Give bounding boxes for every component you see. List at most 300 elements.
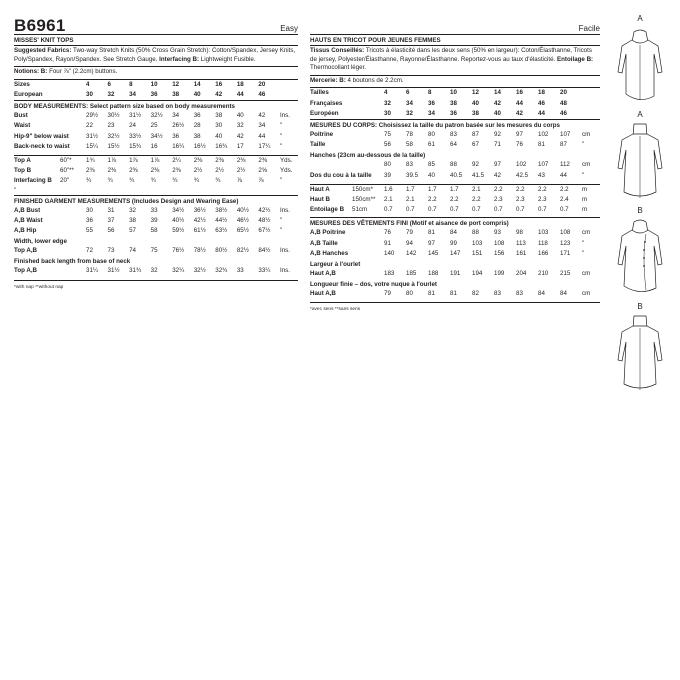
cell-value: 57 xyxy=(129,227,136,235)
row-label: Interfacing B xyxy=(14,177,52,185)
cell-value: 145 xyxy=(428,249,439,257)
table-row xyxy=(14,206,298,216)
cell-value: 55 xyxy=(86,227,93,235)
finished-measurements-title: FINISHED GARMENT MEASUREMENTS (Includes Design and Wearing Ease) xyxy=(14,197,239,205)
cell-value: 48½ xyxy=(258,216,271,224)
table-row xyxy=(310,171,600,181)
cell-value: 0.7 xyxy=(538,206,547,214)
cell-value: 42.5 xyxy=(516,171,529,179)
cell-value: 2⅜ xyxy=(258,157,267,164)
cell-value: 42 xyxy=(494,171,501,179)
cell-value: ¾ xyxy=(129,177,135,185)
cell-value: 14 xyxy=(193,80,201,88)
row-label: A,B Hip xyxy=(14,227,37,235)
row-label: Haut A,B xyxy=(310,270,336,278)
unit-label: Ins. xyxy=(280,206,290,214)
interfacing-text: Thermocollant léger. xyxy=(310,64,367,72)
cell-value: 56 xyxy=(384,141,391,149)
unit-label: Yds. xyxy=(280,167,293,175)
cell-value: 44 xyxy=(258,132,266,140)
unit-label: " xyxy=(280,122,283,130)
cell-value: 40 xyxy=(236,112,244,120)
table-row xyxy=(14,226,298,236)
cell-value: 61 xyxy=(428,141,435,149)
cell-value: 79 xyxy=(384,290,391,298)
cell-value: 81 xyxy=(428,290,435,298)
cell-value: 32 xyxy=(150,267,158,275)
cell-value: 107 xyxy=(538,161,549,169)
cell-value: 79 xyxy=(406,229,413,237)
cell-value: 46 xyxy=(560,109,567,117)
cell-value: 31 xyxy=(107,206,115,214)
cell-value: 103 xyxy=(538,229,549,237)
cell-value: 38 xyxy=(472,109,479,117)
cell-value: ¾ xyxy=(215,177,221,185)
cell-value: 32 xyxy=(384,99,391,107)
cell-value: 64 xyxy=(450,141,457,149)
table-row xyxy=(310,160,600,170)
cell-value: 25 xyxy=(150,122,158,130)
cell-value: 97 xyxy=(516,130,523,138)
cell-value: 2⅝ xyxy=(258,167,267,175)
row-label: European xyxy=(14,90,43,98)
cell-value: 1.7 xyxy=(450,185,459,193)
notions-label: Notions: B: xyxy=(14,68,48,76)
cell-value: 34 xyxy=(172,112,180,120)
cell-value: 4 xyxy=(86,80,90,88)
cell-value: 36 xyxy=(428,99,435,107)
cell-value: 2⅜ xyxy=(172,167,181,175)
cell-value: 88 xyxy=(450,161,457,169)
back-length-table xyxy=(14,266,298,276)
cell-value: 188 xyxy=(428,270,439,278)
back-neck-table xyxy=(310,171,600,181)
cell-value: 72 xyxy=(86,247,93,255)
cell-value: 20 xyxy=(560,89,567,97)
cell-value: 147 xyxy=(450,249,461,257)
row-label: Poitrine xyxy=(310,130,334,138)
cell-value: 17 xyxy=(236,142,244,150)
cell-value: 2.1 xyxy=(384,196,393,203)
row-label: A,B Poitrine xyxy=(310,229,346,237)
table-row xyxy=(14,246,298,256)
cell-value: ⅞ xyxy=(236,177,242,185)
cell-value: 98 xyxy=(516,229,523,237)
cell-value: 102 xyxy=(538,130,549,138)
cell-value: ¾ xyxy=(150,177,156,185)
cell-value: 107 xyxy=(560,130,571,138)
cell-value: 34 xyxy=(428,109,435,117)
unit-label: Ins. xyxy=(280,267,290,275)
cell-value: 0.7 xyxy=(472,206,481,214)
cell-value: 44½ xyxy=(215,216,228,224)
cell-value: 0.7 xyxy=(494,206,503,214)
cell-value: 65½ xyxy=(236,227,249,235)
cell-value: 32½ xyxy=(107,132,120,140)
interfacing-label: Interfacing B: xyxy=(159,55,200,63)
width-lower-edge-title: Width, lower edge xyxy=(14,238,67,246)
cell-value: 30 xyxy=(215,122,223,130)
table-row xyxy=(14,121,298,131)
fabric-width: 20" xyxy=(60,177,70,185)
pattern-number: B6961 xyxy=(14,16,66,35)
cell-value: ⅞ xyxy=(258,177,264,185)
cell-value: 22 xyxy=(86,122,93,130)
cell-value: 15¾ xyxy=(129,142,142,150)
cell-value: 103 xyxy=(472,239,483,247)
table-row xyxy=(310,109,600,119)
view-label: B xyxy=(637,302,643,311)
cell-value: 56 xyxy=(107,227,115,235)
cell-value: 84 xyxy=(560,290,567,298)
cell-value: 16¾ xyxy=(215,142,228,150)
cell-value: 61½ xyxy=(193,227,206,235)
table-row xyxy=(14,111,298,121)
difficulty-label: Facile xyxy=(578,24,600,33)
yardage-table xyxy=(14,156,298,187)
cell-value: 43 xyxy=(538,171,545,179)
cell-value: 8 xyxy=(428,89,432,97)
cell-value: 108 xyxy=(494,239,505,247)
fabric-width: 150cm** xyxy=(352,196,376,203)
cell-value: 156 xyxy=(494,249,505,257)
fabrics-paragraph xyxy=(14,46,298,66)
sizes-table xyxy=(14,80,298,100)
notions-paragraph xyxy=(310,76,600,88)
table-row xyxy=(14,142,298,152)
cell-value: 42 xyxy=(516,109,523,117)
cell-value: 78 xyxy=(406,130,413,138)
fabric-width: 150cm* xyxy=(352,185,373,193)
cell-value: 151 xyxy=(472,249,483,257)
unit-label: " xyxy=(582,239,585,247)
unit-label: " xyxy=(280,177,283,185)
cell-value: 67½ xyxy=(258,227,271,235)
table-row xyxy=(14,266,298,276)
cell-value: 44 xyxy=(236,90,244,98)
cell-value: 40 xyxy=(472,99,479,107)
unit-label: " xyxy=(280,227,283,235)
cell-value: 80 xyxy=(428,130,435,138)
cell-value: 191 xyxy=(450,270,461,278)
cell-value: 16 xyxy=(516,89,523,97)
cell-value: 42½ xyxy=(193,216,206,224)
garment-title: MISSES' KNIT TOPS xyxy=(14,37,74,44)
unit-label: cm xyxy=(582,290,591,298)
cell-value: 15¼ xyxy=(86,142,99,150)
cell-value: 161 xyxy=(516,249,527,257)
cell-value: 63½ xyxy=(215,227,228,235)
cell-value: 2.1 xyxy=(472,185,481,193)
view-thumbnails xyxy=(610,14,670,398)
cell-value: 30 xyxy=(384,109,391,117)
divider xyxy=(14,280,298,281)
cell-value: 37 xyxy=(107,216,115,224)
cell-value: 112 xyxy=(560,161,570,169)
unit-label: " xyxy=(582,171,585,179)
table-row xyxy=(310,185,600,195)
cell-value: 2⅜ xyxy=(150,167,160,175)
cell-value: 39 xyxy=(384,171,391,179)
cell-value: 12 xyxy=(472,89,479,97)
cell-value: 84 xyxy=(450,229,457,237)
cell-value: 18 xyxy=(538,89,545,97)
cell-value: 24 xyxy=(129,122,136,130)
difficulty-label: Easy xyxy=(280,24,298,33)
cell-value: 2.2 xyxy=(450,196,459,203)
row-label: Sizes xyxy=(14,80,30,88)
cell-value: 33¼ xyxy=(258,267,271,275)
width-lower-edge-table xyxy=(310,269,600,279)
row-label: Top B xyxy=(14,167,32,175)
cell-value: 80 xyxy=(384,161,391,169)
table-row xyxy=(14,216,298,226)
cell-value: 34 xyxy=(406,99,413,107)
cell-value: 14 xyxy=(494,89,501,97)
cell-value: 34 xyxy=(129,90,136,98)
view-a-back-icon xyxy=(612,120,668,204)
row-label: Back-neck to waist xyxy=(14,142,70,150)
cell-value: 76½ xyxy=(172,247,185,255)
table-row xyxy=(310,140,600,150)
cell-value: 91 xyxy=(384,239,391,247)
cell-value: 16½ xyxy=(193,142,206,150)
cell-value: 38 xyxy=(450,99,457,107)
back-length-table xyxy=(310,289,600,299)
cell-value: 40½ xyxy=(172,216,185,224)
cell-value: 76 xyxy=(384,229,391,237)
divider xyxy=(310,302,600,303)
cell-value: 2.1 xyxy=(406,196,415,203)
notions-paragraph xyxy=(14,67,298,79)
header-row xyxy=(14,12,298,34)
cell-value: 30 xyxy=(86,90,93,98)
table-row xyxy=(310,249,600,259)
finished-measurements-table xyxy=(310,228,600,259)
table-row xyxy=(14,90,298,100)
cell-value: 92 xyxy=(472,161,479,169)
cell-value: 38½ xyxy=(215,206,228,214)
view-thumb xyxy=(610,14,670,110)
hip-title: Hanches (23cm au-dessous de la taille) xyxy=(310,152,426,160)
row-label: Haut A,B xyxy=(310,290,336,298)
cell-value: 93 xyxy=(494,229,501,237)
cell-value: 2½ xyxy=(193,167,203,175)
cell-value: 2⅜ xyxy=(215,157,224,164)
row-label: A,B Bust xyxy=(14,206,41,214)
cell-value: 83 xyxy=(406,161,413,169)
cell-value: 36½ xyxy=(193,206,206,214)
cell-value: 34½ xyxy=(150,132,163,140)
cell-value: 42½ xyxy=(258,206,271,214)
cell-value: 0.7 xyxy=(428,206,437,214)
cell-value: 38 xyxy=(193,132,201,140)
cell-value: 36 xyxy=(193,112,201,120)
english-column xyxy=(14,12,298,291)
cell-value: 28 xyxy=(193,122,201,130)
interfacing-text: Lightweight Fusible. xyxy=(200,55,256,63)
cell-value: 1¾ xyxy=(86,157,95,164)
cell-value: 36 xyxy=(450,109,457,117)
unit-label: " xyxy=(280,132,283,140)
row-label: Européen xyxy=(310,109,339,117)
cell-value: 31¼ xyxy=(86,267,99,275)
body-measurements-table xyxy=(14,111,298,152)
cell-value: 32 xyxy=(129,206,136,214)
cell-value: ¾ xyxy=(172,177,178,185)
cell-value: 42 xyxy=(215,90,223,98)
cell-value: 2⅜ xyxy=(129,167,138,175)
cell-value: 15½ xyxy=(107,142,120,150)
cell-value: 34½ xyxy=(172,206,185,214)
sizes-table xyxy=(310,88,600,119)
unit-label: cm xyxy=(582,130,591,138)
interfacing-label: Entoilage B: xyxy=(557,55,594,63)
cell-value: 123 xyxy=(560,239,571,247)
yardage-table xyxy=(310,185,600,216)
cell-value: 75 xyxy=(150,247,158,255)
cell-value: 31¾ xyxy=(129,267,142,275)
cell-value: 32½ xyxy=(150,112,163,120)
row-label: Taille xyxy=(310,141,326,149)
table-row xyxy=(310,195,600,205)
cell-value: 80½ xyxy=(215,247,228,255)
cell-value: ¾ xyxy=(86,177,92,185)
cell-value: 41.5 xyxy=(472,171,485,179)
cell-value: 81 xyxy=(450,290,457,298)
cell-value: 2.2 xyxy=(472,196,481,203)
cell-value: 97 xyxy=(494,161,501,169)
unit-label: m xyxy=(582,196,588,203)
row-label xyxy=(310,160,384,170)
cell-value: ¾ xyxy=(107,177,113,185)
cell-value: 0.7 xyxy=(450,206,459,214)
row-label: Entoilage B xyxy=(310,206,345,214)
cell-value: 48 xyxy=(560,99,567,107)
cell-value: 83 xyxy=(516,290,523,298)
back-length-title: Longueur finie – dos, votre nuque à l'ourlet xyxy=(310,281,437,289)
cell-value: 32 xyxy=(406,109,413,117)
cell-value: 36 xyxy=(86,216,93,224)
unit-label: cm xyxy=(582,229,591,237)
body-measurements-title: BODY MEASUREMENTS: Select pattern size based on body measurements xyxy=(14,103,235,111)
view-a-front-icon xyxy=(612,24,668,108)
cell-value: 18 xyxy=(236,80,244,88)
cell-value: 74 xyxy=(129,247,136,255)
cell-value: 1⅞ xyxy=(150,157,160,164)
cell-value: 33½ xyxy=(129,132,142,140)
cell-value: 16¼ xyxy=(172,142,185,150)
fabrics-label: Tissus Conseillés: xyxy=(310,47,365,54)
cell-value: 23 xyxy=(107,122,115,130)
cell-value: 6 xyxy=(107,80,111,88)
cell-value: 0.7 xyxy=(516,206,525,214)
unit-label: Ins. xyxy=(280,112,290,120)
cell-value: 73 xyxy=(107,247,115,255)
cell-value: 42 xyxy=(494,99,501,107)
cell-value: 4 xyxy=(384,89,388,97)
unit-label: " xyxy=(582,249,585,257)
cell-value: 32 xyxy=(236,122,244,130)
back-length-title: Finished back length from base of neck xyxy=(14,258,131,266)
unit-label: " xyxy=(280,216,283,224)
notions-text: Four ⅞" (2.2cm) buttons. xyxy=(49,68,118,76)
cell-value: 2.3 xyxy=(516,196,525,203)
cell-value: 44 xyxy=(560,171,567,179)
hip-table xyxy=(310,160,600,170)
cell-value: 87 xyxy=(560,141,567,149)
row-label: Top A xyxy=(14,157,31,164)
cell-value: 2.4 xyxy=(560,196,569,203)
unit-label: m xyxy=(582,206,588,214)
cell-value: 2.2 xyxy=(428,196,437,203)
cell-value: 210 xyxy=(538,270,549,278)
cell-value: 81 xyxy=(428,229,435,237)
row-label: Dos du cou à la taille xyxy=(310,171,372,179)
cell-value: 75 xyxy=(384,130,391,138)
cell-value: 80 xyxy=(406,290,413,298)
cell-value: ¾ xyxy=(193,177,199,185)
unit-label: Yds. xyxy=(280,157,293,164)
cell-value: 6 xyxy=(406,89,410,97)
fabric-width: 60"* xyxy=(60,157,72,164)
cell-value: 17¼ xyxy=(258,142,271,150)
view-label: B xyxy=(637,206,643,215)
fabrics-paragraph xyxy=(310,46,600,75)
width-lower-edge-table xyxy=(14,246,298,256)
unit-label: Ins. xyxy=(280,247,290,255)
cell-value: 40.5 xyxy=(450,171,463,179)
row-label: Haut A xyxy=(310,185,330,193)
cell-value: 32¼ xyxy=(172,267,185,275)
fabric-width: 60"** xyxy=(60,167,74,175)
cell-value: 58 xyxy=(406,141,413,149)
view-b-back-icon xyxy=(612,312,668,396)
cell-value: 33 xyxy=(150,206,158,214)
table-row xyxy=(14,166,298,176)
french-column xyxy=(310,12,600,313)
cell-value: 10 xyxy=(150,80,158,88)
cell-value: 81 xyxy=(538,141,545,149)
cell-value: 46 xyxy=(538,99,545,107)
cell-value: 36 xyxy=(172,132,180,140)
cell-value: 83 xyxy=(450,130,457,138)
cell-value: 31½ xyxy=(129,112,142,120)
garment-title: HAUTS EN TRICOT POUR JEUNES FEMMES xyxy=(310,37,441,44)
unit-label: cm xyxy=(582,161,591,169)
cell-value: 38 xyxy=(172,90,180,98)
cell-value: 42 xyxy=(258,112,266,120)
cell-value: 46 xyxy=(258,90,266,98)
view-b-front-icon xyxy=(612,216,668,300)
footnote: *with nap **without nap xyxy=(14,284,64,290)
cell-value: 82½ xyxy=(236,247,249,255)
table-row xyxy=(310,239,600,249)
view-label: A xyxy=(637,14,643,23)
cell-value: 1⅞ xyxy=(129,157,138,164)
row-label: Bust xyxy=(14,112,28,120)
cell-value: 204 xyxy=(516,270,527,278)
table-row xyxy=(310,269,600,279)
cell-value: 1.6 xyxy=(384,185,393,193)
cell-value: 142 xyxy=(406,249,417,257)
cell-value: 40 xyxy=(494,109,501,117)
cell-value: 38 xyxy=(215,112,223,120)
unit-label: " xyxy=(582,141,585,149)
cell-value: 84 xyxy=(538,290,545,298)
cell-value: 32½ xyxy=(193,267,206,275)
cell-value: 102 xyxy=(516,161,527,169)
